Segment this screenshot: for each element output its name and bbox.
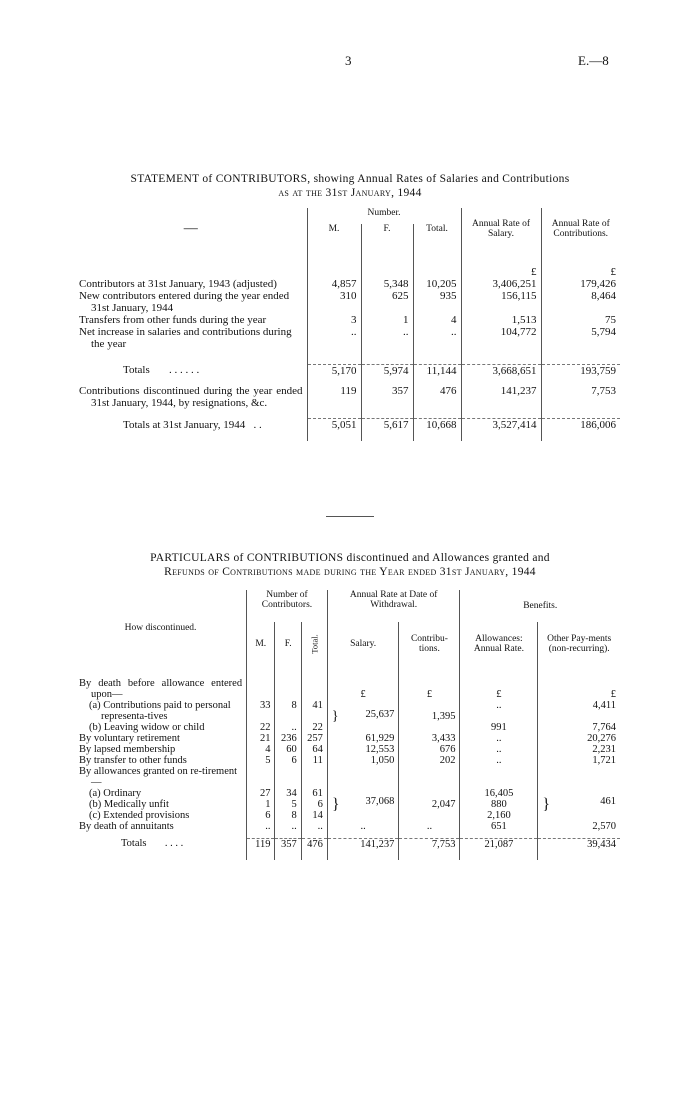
row-contrib: 8,464 <box>541 290 620 314</box>
group-death-contrib: 1,395 <box>399 700 460 733</box>
group-retire-salary: } 37,068 <box>327 788 399 821</box>
row-contrib: 179,426 <box>541 278 620 290</box>
totals-salary: 141,237 <box>327 838 399 850</box>
particulars-row <box>75 755 620 766</box>
particulars-pound-other: £ <box>538 678 620 700</box>
row-label: (b) Medically unfit <box>89 799 169 810</box>
row-other: 2,570 <box>538 821 620 832</box>
totals-label: Totals . . . . . . <box>123 364 200 376</box>
statement-header-blank: — <box>183 221 198 236</box>
row-label: By allowances granted on re-tirement— <box>79 766 238 788</box>
row-f: 625 <box>361 290 413 314</box>
particulars-pound-salary: £ <box>327 678 399 700</box>
statement-row <box>75 314 620 326</box>
particulars-header-f: F. <box>275 622 301 666</box>
row-total: 11 <box>301 755 327 766</box>
statement-header-contributions: Annual Rate of Contributions. <box>541 208 620 250</box>
row-other: 4,411 <box>538 700 620 722</box>
row-f: 6 <box>275 755 301 766</box>
row-label: By transfer to other funds <box>79 755 187 766</box>
particulars-row <box>75 766 620 788</box>
statement-final-row <box>75 419 620 432</box>
row-m: 3 <box>307 314 361 326</box>
row-contrib: 5,794 <box>541 326 620 350</box>
row-label: (b) Leaving widow or child <box>89 722 205 733</box>
row-label: By death of annuitants <box>79 821 174 832</box>
row-salary: 1,513 <box>461 314 541 326</box>
row-allowance: 991 <box>460 722 538 733</box>
totals-f: 5,974 <box>361 364 413 377</box>
row-other: 7,764 <box>538 722 620 733</box>
totals-allowance: 21,087 <box>460 838 538 850</box>
row-label: (a) Contributions paid to personal representa-tives <box>89 700 231 722</box>
particulars-pound-allow: £ <box>460 678 538 700</box>
row-f: 8 <box>275 700 301 722</box>
row-label: By lapsed membership <box>79 744 176 755</box>
discontinued-contrib: 7,753 <box>541 385 620 409</box>
row-salary: 156,115 <box>461 290 541 314</box>
row-label: New contributors entered during the year ended 31st January, 1944 <box>79 290 290 314</box>
statement-discontinued-row <box>75 385 620 409</box>
row-total: 10,205 <box>413 278 461 290</box>
row-f: 5,348 <box>361 278 413 290</box>
row-label: By death before allowance entered upon— <box>79 678 243 700</box>
row-m: .. <box>247 821 275 832</box>
particulars-row <box>75 678 620 700</box>
totals-total: 11,144 <box>413 364 461 377</box>
totals-other: 39,434 <box>538 838 620 850</box>
statement-pound-contrib: £ <box>541 250 620 278</box>
row-salary: 104,772 <box>461 326 541 350</box>
row-salary: 61,929 <box>327 733 399 744</box>
particulars-header-rate: Annual Rate at Date of Withdrawal. <box>327 590 460 622</box>
final-f: 5,617 <box>361 419 413 432</box>
totals-contrib: 7,753 <box>399 838 460 850</box>
row-allowance: 16,405 <box>460 788 538 799</box>
statement-header-f: F. <box>361 224 413 250</box>
section-divider <box>326 516 374 517</box>
particulars-header-allowances: Allowances: Annual Rate. <box>460 622 538 666</box>
totals-salary: 3,668,651 <box>461 364 541 377</box>
group-death-salary: } 25,637 <box>327 700 399 733</box>
row-contrib: 202 <box>399 755 460 766</box>
row-f: 34 <box>275 788 301 799</box>
row-m: .. <box>307 326 361 350</box>
particulars-title-line1: PARTICULARS of CONTRIBUTIONS discontinued and Allowances granted and <box>150 552 550 564</box>
row-m: 6 <box>247 810 275 821</box>
row-salary: 1,050 <box>327 755 399 766</box>
statement-title <box>0 172 700 200</box>
particulars-table <box>75 590 620 860</box>
final-total: 10,668 <box>413 419 461 432</box>
row-other: 1,721 <box>538 755 620 766</box>
row-label: By voluntary retirement <box>79 733 180 744</box>
group-retire-other: } 461 <box>538 788 620 821</box>
row-m: 4 <box>247 744 275 755</box>
row-allowance: 880 <box>460 799 538 810</box>
totals-f: 357 <box>275 838 301 850</box>
row-label: Net increase in salaries and contributions during the year <box>79 326 292 350</box>
particulars-row <box>75 744 620 755</box>
row-f: .. <box>275 722 301 733</box>
particulars-title-line2: Refunds of Contributions made during the Year ended 31st January, 1944 <box>164 566 536 578</box>
row-total: .. <box>301 821 327 832</box>
row-salary: 12,553 <box>327 744 399 755</box>
row-salary: 3,406,251 <box>461 278 541 290</box>
particulars-header-salary: Salary. <box>327 622 399 666</box>
row-total: 64 <box>301 744 327 755</box>
row-label: Transfers from other funds during the year <box>79 314 267 326</box>
report-reference: E.—8 <box>578 53 609 68</box>
final-label: Totals at 31st January, 1944 . . <box>123 418 262 431</box>
particulars-row <box>75 821 620 832</box>
statement-table <box>75 208 620 441</box>
statement-header-salary: Annual Rate of Salary. <box>461 208 541 250</box>
discontinued-salary: 141,237 <box>461 385 541 409</box>
particulars-pound-contrib: £ <box>399 678 460 700</box>
particulars-row <box>75 733 620 744</box>
row-total: .. <box>413 326 461 350</box>
row-f: .. <box>361 326 413 350</box>
final-m: 5,051 <box>307 419 361 432</box>
statement-row <box>75 326 620 350</box>
row-total: 14 <box>301 810 327 821</box>
row-f: 8 <box>275 810 301 821</box>
row-allowance: .. <box>460 755 538 766</box>
discontinued-total: 476 <box>413 385 461 409</box>
statement-row <box>75 278 620 290</box>
totals-m: 119 <box>247 838 275 850</box>
row-allowance: .. <box>460 700 538 722</box>
row-allowance: .. <box>460 744 538 755</box>
row-other: 2,231 <box>538 744 620 755</box>
row-f: 236 <box>275 733 301 744</box>
row-m: 22 <box>247 722 275 733</box>
row-m: 4,857 <box>307 278 361 290</box>
row-total: 6 <box>301 799 327 810</box>
row-m: 27 <box>247 788 275 799</box>
statement-row <box>75 290 620 314</box>
row-other: 20,276 <box>538 733 620 744</box>
particulars-header-benefits: Benefits. <box>460 590 620 622</box>
row-total: 257 <box>301 733 327 744</box>
totals-label: Totals . . . . <box>121 838 184 849</box>
particulars-title <box>0 551 700 579</box>
particulars-row <box>75 700 620 722</box>
row-total: 61 <box>301 788 327 799</box>
particulars-totals-row <box>75 838 620 850</box>
statement-header-m: M. <box>307 224 361 250</box>
row-total: 4 <box>413 314 461 326</box>
final-salary: 3,527,414 <box>461 419 541 432</box>
row-contrib: 676 <box>399 744 460 755</box>
particulars-header-m: M. <box>247 622 275 666</box>
statement-title-line1: STATEMENT of CONTRIBUTORS, showing Annual Rates of Salaries and Contributions <box>130 173 570 185</box>
row-f: 5 <box>275 799 301 810</box>
statement-totals-row <box>75 364 620 377</box>
row-contrib: 75 <box>541 314 620 326</box>
row-f: 1 <box>361 314 413 326</box>
row-label: (a) Ordinary <box>89 788 142 799</box>
particulars-header-number: Number of Contributors. <box>247 590 328 622</box>
row-contrib: 3,433 <box>399 733 460 744</box>
row-m: 21 <box>247 733 275 744</box>
row-total: 935 <box>413 290 461 314</box>
row-allowance: .. <box>460 733 538 744</box>
row-m: 310 <box>307 290 361 314</box>
row-salary: .. <box>327 821 399 832</box>
statement-pound-salary: £ <box>461 250 541 278</box>
row-total: 22 <box>301 722 327 733</box>
row-f: 60 <box>275 744 301 755</box>
discontinued-label: Contributions discontinued during the year ended 31st January, 1944, by resignations, &c. <box>79 384 303 409</box>
row-allowance: 2,160 <box>460 810 538 821</box>
row-label: Contributors at 31st January, 1943 (adjusted) <box>79 278 277 290</box>
row-allowance: 651 <box>460 821 538 832</box>
row-m: 1 <box>247 799 275 810</box>
discontinued-f: 357 <box>361 385 413 409</box>
row-total: 41 <box>301 700 327 722</box>
row-f: .. <box>275 821 301 832</box>
particulars-header-how: How discontinued. <box>124 623 197 633</box>
particulars-header-total: Total. <box>301 622 327 666</box>
page-number: 3 <box>345 53 352 68</box>
particulars-header-other: Other Pay-ments (non-recurring). <box>538 622 620 666</box>
row-label: (c) Extended provisions <box>89 810 190 821</box>
final-contrib: 186,006 <box>541 419 620 432</box>
statement-header-number: Number. <box>307 208 461 224</box>
totals-contrib: 193,759 <box>541 364 620 377</box>
row-contrib: .. <box>399 821 460 832</box>
particulars-header-contrib: Contribu-tions. <box>399 622 460 666</box>
statement-title-line2: as at the 31st January, 1944 <box>278 187 422 199</box>
statement-header-total: Total. <box>413 224 461 250</box>
row-m: 33 <box>247 700 275 722</box>
discontinued-m: 119 <box>307 385 361 409</box>
totals-m: 5,170 <box>307 364 361 377</box>
totals-total: 476 <box>301 838 327 850</box>
group-retire-contrib: 2,047 <box>399 788 460 821</box>
row-m: 5 <box>247 755 275 766</box>
particulars-row <box>75 788 620 799</box>
